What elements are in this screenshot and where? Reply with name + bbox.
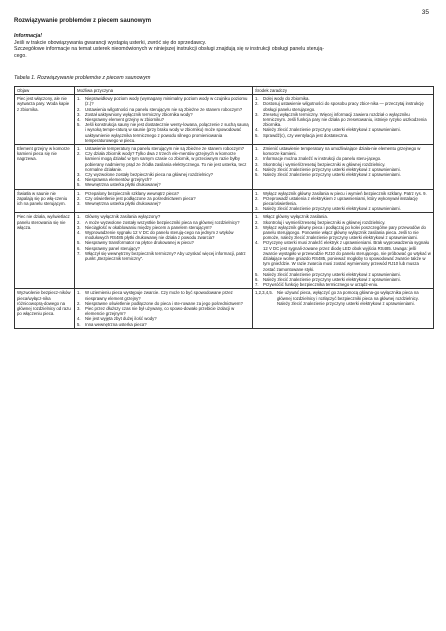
cause-item — [77, 322, 250, 327]
item-text: Wyłącz wyłącznik główny pieca i podłączaj po kolei poszczególne pary przewodów do panelu sterującego. Ponownie włącz główny wyłącznik zasilania pieca. Jeśli to nie pomoże, należy zlecić znalezienie przyczyny usterki elektrykowi z uprawnieniami. — [263, 224, 426, 241]
item-text: Niesprawny panel sterujący? — [85, 245, 140, 251]
item-number: 1. — [255, 146, 259, 152]
item-number: 4. — [77, 316, 81, 322]
cause-item — [77, 290, 250, 300]
cause-item — [77, 122, 250, 143]
symptom-cell: Wyzwolenie bezpiecz-ników pieca/wyłącz-nika różnicowoprą-dowego na głównej rozdzielnicy od razu po włączeniu pieca. — [15, 289, 75, 328]
item-text: Niesprawny element grzejny w zbiorniku? — [85, 117, 165, 123]
item-text: Nie jest wyjęta zbyt dużej ilość wody? — [85, 316, 157, 322]
item-number: 2. — [77, 195, 81, 201]
item-text: W uziemieniu pieca występuje zwarcie. Czy może to być spowodowane przez niesprawny element grzejny? — [85, 290, 233, 301]
cause-item — [77, 96, 250, 106]
table-row — [15, 213, 434, 289]
item-number: 5. — [77, 240, 81, 246]
item-number: 4. — [255, 127, 259, 133]
item-text: Dostosuj ustawienie wilgotności do sposobu pracy zbior-nika — przeczytaj instrukcję obsługi panelu sterującego. — [263, 101, 424, 112]
remedy-item — [255, 282, 431, 287]
remedy-item — [255, 133, 431, 138]
item-number: 1. — [255, 190, 259, 196]
page-number: 35 — [421, 9, 429, 16]
item-text: Wyłącz wyłącznik główny zasilania w piecu i wymień bezpiecznik szklany. Patrz rys. 9. — [263, 190, 427, 196]
item-text: Należy zlecić znalezienie przyczyny usterki elektrykowi z uprawnieniami. — [263, 172, 401, 178]
item-number: 4. — [255, 240, 259, 246]
item-text: Niesprawny transformator na płytce drukowanej w piecu? — [85, 240, 194, 246]
item-number: 3. — [77, 172, 81, 178]
item-text: Nieprawidłowy poziom wody (wymagany minimalny poziom wody w czujniku poziomu (z.)? — [85, 96, 248, 107]
remedy-item — [255, 206, 431, 211]
item-number: 5. — [255, 172, 259, 178]
item-text: Dolej wody do zbiornika. — [263, 96, 310, 102]
remedy-cell — [253, 145, 434, 190]
item-number: 6. — [255, 276, 259, 282]
item-number: 2. — [255, 219, 259, 225]
item-number: 3. — [77, 201, 81, 207]
item-number: 3. — [77, 111, 81, 117]
item-number: 4. — [77, 230, 81, 236]
symptom-cell: Element grzejny w komorze kamieni pieca się nie nagrzewa. — [15, 145, 75, 190]
info-line: Jeśli w trakcie obowiązywania gwarancji wystąpią usterki, zwróć się do sprzedawcy. — [14, 39, 207, 46]
item-text: A może wyzwolone zostały wszystkie bezpieczniki pieca na głównej rozdzielnicy? — [85, 219, 240, 225]
troubleshooting-table — [14, 86, 434, 329]
remedy-item — [255, 240, 431, 271]
cause-item — [77, 182, 250, 187]
cause-item — [77, 306, 250, 316]
item-text: Nie używać pieca, wyłączyć go za pomocą główna-go wyłącznika pieca na głównej rozdzielnicy i rozłączyć bezpieczniki pieca na głównej rozdzielnicy. Należy zlecić znalezienie przyczyny usterki elektrykowi z uprawnieniami. — [277, 290, 419, 306]
header-cause: Możliwa przyczyna — [75, 87, 253, 95]
item-text: Główny wyłącznik zasilania wyłączony? — [85, 214, 161, 220]
item-text: Czy oświetlenie jest podłączone za pośrednictwem pieca? — [85, 195, 196, 201]
item-text: Inna wewnętrzna usterka pieca? — [85, 321, 147, 327]
item-number: 2. — [77, 300, 81, 306]
item-text: Włącz główny wyłącznik zasilania. — [263, 214, 328, 220]
table-row — [15, 189, 434, 213]
item-number: 2. — [255, 195, 259, 201]
item-number: 1. — [77, 214, 81, 220]
item-number: 5. — [255, 132, 259, 138]
item-text: Skontroluj i wymień/zresetuj bezpieczniki w głównej rozdzielnicy. — [263, 161, 386, 167]
item-text: Ustawienie temperatury na panelu sterującym nie są zbieżne ze stanem roboczym? — [85, 146, 245, 152]
info-line: Szczegółowe informacje na temat usterek nieomówionych w niniejszej instrukcji obsługi znajdują się w instrukcji obsługi panelu sterują- — [14, 46, 324, 53]
item-text: Wyprowadzenie sygnału 12 V DC do panelu sterują-cego na jednym z wtyków modułowych RS485 płytki drukowanej nie działa z powodu zwarcia? — [85, 230, 234, 241]
item-text: Skontroluj i wymień/zresetuj bezpieczniki w głównej rozdzielnicy. — [263, 219, 386, 225]
item-number: 4. — [77, 177, 81, 183]
remedy-item — [255, 146, 431, 156]
item-text: Przepalony bezpiecznik szklany wewnątrz pieca? — [85, 190, 179, 196]
remedy-cell — [253, 95, 434, 145]
info-heading: Informacja! — [14, 33, 42, 39]
item-number: 1. — [255, 96, 259, 102]
item-text: Wewnętrzna usterka płytki drukowanej? — [85, 201, 161, 207]
cause-cell — [75, 213, 253, 289]
item-text: Został uaktywniony wyłącznik termiczny zbiornika wody? — [85, 111, 193, 117]
remedy-item — [255, 196, 431, 206]
item-text: Czy wyzwolone zostały bezpieczniki pieca na głównej rozdzielnicy? — [85, 172, 214, 178]
item-text: Zmienić ustawienie temperatury na umożliwiające działa-nie elementu grzejnego w komorze kamieni. — [263, 146, 421, 157]
item-number: 2. — [255, 101, 259, 107]
item-number: 5. — [77, 122, 81, 128]
item-text: Informacje można znaleźć w instrukcji do panelu steru-jącego. — [263, 156, 382, 162]
item-text: Nieciągłość w okablowaniu między piecem a panelem sterującym? — [85, 224, 212, 230]
item-number: 3. — [255, 111, 259, 117]
item-number: 2. — [255, 156, 259, 162]
item-text: Ustawienia wilgotności na panelu sterującym nie są zbieżne ze stanem roboczym? — [85, 106, 243, 112]
cause-cell — [75, 289, 253, 328]
item-number: 2. — [77, 219, 81, 225]
item-number: 5. — [255, 271, 259, 277]
symptom-cell: Piec jest włączony, ale nie wytwarza pary. Woda kapie z zbiornika. — [15, 95, 75, 145]
item-number: 3. — [255, 161, 259, 167]
item-text: Piec przez dłuższy czas nie był używany, co spowo-dowało przebicie izolacji w elemencie grzejnym? — [85, 305, 235, 317]
cause-cell — [75, 145, 253, 190]
item-text: Należy zlecić znalezienie przyczyny usterki elektrykowi z uprawnieniami. — [263, 276, 401, 282]
header-remedy: Środek zaradczy — [253, 87, 434, 95]
cause-item — [77, 151, 250, 172]
item-text: Niesprawne oświetlenie podłączone do pieca i ste-rowane za jego pośrednictwem? — [85, 300, 243, 306]
remedy-cell — [253, 189, 434, 213]
item-number: 4. — [77, 117, 81, 123]
item-number: 4. — [255, 166, 259, 172]
remedy-item — [255, 290, 431, 306]
item-number: 1. — [255, 214, 259, 220]
item-number: 1. — [77, 146, 81, 152]
header-symptom: Objaw — [15, 87, 75, 95]
item-number: 2. — [77, 106, 81, 112]
info-line: cego. — [14, 52, 27, 59]
table-header-row — [15, 87, 434, 95]
item-text: Przywróćić funkcję bezpiecznika termicznego w urządz-eniu. — [263, 282, 379, 288]
item-text: Sprawdź(c), czy wentylacja jest dostateczna. — [263, 132, 349, 138]
item-number: 3. — [255, 224, 259, 230]
item-text: Przyczynę usterki musi znaleźć elektryk z uprawnieniami. Brak wyprowadzenia sygnału 12 V DC jest sygnali-zowane przez diodę LED obok wyjścia RS485. Uwaga: jeśli zwarcie wystąpiło w przewodzie RJ10 do panelu sterującego, nie próbować go wtykać w działające wolne gniazdo RS485, ponieważ mogłoby to spowodować zwarcie także w tym gnieździe. W razie zwarcia musi zostać wymieniony przewód RJ10 lub musza zostać zamontowane styki. — [263, 240, 431, 272]
remedy-cell — [253, 289, 434, 328]
table-row — [15, 145, 434, 190]
table-caption: Tabela 1. Rozwiązywanie problemów z piecem saunowym — [14, 75, 151, 81]
item-text: Zresetuj wyłącznik termiczny. Więcej informacji zawiera rozdział o wyłączniku termicznym. Jeśli funkcja pary nie działa po zresetowaniu, istnieje ryzyko uszkodzenia zbiornika. — [263, 111, 427, 128]
item-text: Niesprawna elementów grzejnych? — [85, 177, 152, 183]
item-text: Włączył się wewnętrzny bezpiecznik termiczny? Aby uzyskać więcej informacji, patrz punkt „Bezpiecznik termiczny”. — [85, 250, 246, 262]
section-title: Rozwiązywanie problemów z piecem saunowym — [14, 18, 152, 24]
item-text: Przeprowadź ustalenia z elektrykiem z uprawnieniami, który wykonywał instalację pieca/oświetlenia. — [263, 195, 418, 207]
item-number: 5. — [77, 321, 81, 327]
remedy-cell — [253, 213, 434, 289]
item-text: Jeśli konstrukcja sauny nie jest dostatecznie wenty-lowana, polączenie z suchą sauną i wysoką tempe-raturą w saunie (przy braku wody w zbiorniku) może spowodować uaktywnienie wyłącznika termicznego z powodu silnego promieniowania temperaturowego w piecu. — [85, 122, 249, 143]
symptom-cell: Światła w saunie nie zapalają się po włą-czeniu ich na panelu sterującym. — [15, 189, 75, 213]
remedy-item — [255, 112, 431, 128]
item-text: Należy zlecić znalezienie przyczyny usterki elektrykowi z uprawnieniami. — [263, 206, 401, 212]
cause-item — [77, 230, 250, 240]
cause-cell — [75, 189, 253, 213]
item-number: 7. — [77, 250, 81, 256]
item-number: 1. — [77, 290, 81, 296]
remedy-item — [255, 172, 431, 177]
info-box — [14, 33, 432, 59]
item-number: 5. — [77, 182, 81, 188]
remedy-item — [255, 101, 431, 111]
item-text: Należy zlecić znalezienie przyczyny usterki elektrykowi z uprawnieniami. — [263, 166, 401, 172]
table-row — [15, 289, 434, 328]
item-number: 2. — [77, 151, 81, 157]
item-number: 3. — [77, 224, 81, 230]
table-row — [15, 95, 434, 145]
item-text: Należy zlecić znalezienie przyczyny usterki elektrykowi z uprawnieniami. — [263, 127, 401, 133]
item-number: 1,2,3,4,5. — [255, 290, 273, 296]
item-number: 3. — [77, 305, 81, 311]
item-number: 6. — [77, 245, 81, 251]
item-number: 7. — [255, 282, 259, 288]
item-number: 1. — [77, 96, 81, 102]
cause-cell — [75, 95, 253, 145]
item-text: Czy działa zbiornik wody? Tylko dwa z trzech ele-mentów grzejnych w komorze kamieni mogą działać w tym samym czasie co zbiornik, w przeciwnym razie byłby pobierany nadmierny prąd ze źródła zasilania elektrycznego. To nie jest usterka, tecz normalne działanie. — [85, 151, 247, 172]
item-number: 3. — [255, 206, 259, 212]
item-text: Wewnętrzna usterka płytki drukowanej? — [85, 182, 161, 188]
item-number: 1. — [77, 190, 81, 196]
remedy-item — [255, 225, 431, 241]
item-text: Należy zlecić znalezienie przyczyny usterki elektrykowi z uprawnieniami. — [263, 271, 401, 277]
cause-item — [77, 251, 250, 261]
symptom-cell: Piec nie działa, wyświetlacz panelu sterowania się nie włącza. — [15, 213, 75, 289]
cause-item — [77, 201, 250, 206]
